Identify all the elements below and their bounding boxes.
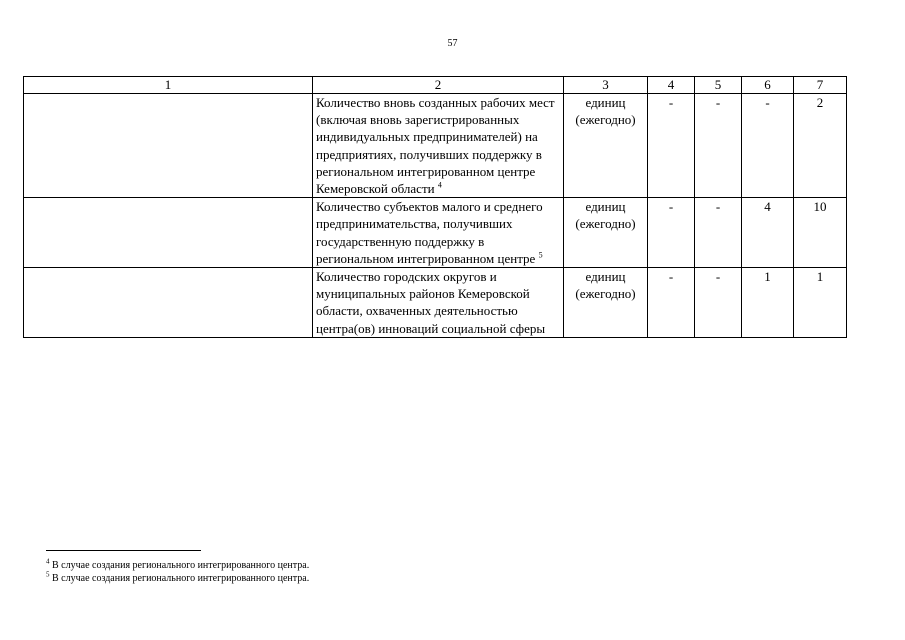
value-cell: - <box>648 94 695 198</box>
footnote-text: В случае создания регионального интегрированного центра. <box>52 573 310 584</box>
value-cell: - <box>695 268 742 338</box>
value-cell: 10 <box>794 198 847 268</box>
table-row <box>24 268 847 338</box>
footnote-text: В случае создания регионального интегрированного центра. <box>52 560 310 571</box>
footnote-ref: 4 <box>437 180 442 190</box>
indicator-cell <box>313 198 564 268</box>
row-section-cell <box>24 94 313 198</box>
unit-cell: единиц (ежегодно) <box>564 198 648 268</box>
unit-cell: единиц (ежегодно) <box>564 268 648 338</box>
row-section-cell <box>24 268 313 338</box>
footnote <box>46 572 309 585</box>
footnotes <box>46 559 309 585</box>
value-cell: - <box>742 94 794 198</box>
row-section-cell <box>24 198 313 268</box>
footnote-separator <box>46 550 201 551</box>
footnote-ref: 5 <box>538 250 543 260</box>
value-cell: 4 <box>742 198 794 268</box>
column-header: 3 <box>564 77 648 94</box>
footnote <box>46 559 309 572</box>
value-cell: - <box>695 94 742 198</box>
table-row <box>24 198 847 268</box>
column-header: 6 <box>742 77 794 94</box>
column-header: 7 <box>794 77 847 94</box>
value-cell: - <box>695 198 742 268</box>
value-cell: 1 <box>742 268 794 338</box>
indicator-text: Количество городских округов и муниципальных районов Кемеровской области, охваченных деятельностью центра(ов) инноваций социальной сферы <box>316 269 546 336</box>
table-row <box>24 94 847 198</box>
footnote-number: 5 <box>46 570 50 579</box>
column-header: 4 <box>648 77 695 94</box>
column-header: 1 <box>24 77 313 94</box>
indicator-text: Количество вновь созданных рабочих мест (включая вновь зарегистрированных индивидуальных предпринимателей) на предприятиях, получивших поддержку в региональном интегрированном центре Кемеровской области <box>316 95 555 197</box>
value-cell: - <box>648 268 695 338</box>
unit-cell: единиц (ежегодно) <box>564 94 648 198</box>
footnote-number: 4 <box>46 557 50 566</box>
indicator-cell <box>313 94 564 198</box>
value-cell: 2 <box>794 94 847 198</box>
value-cell: - <box>648 198 695 268</box>
indicators-table <box>23 76 847 338</box>
column-header: 2 <box>313 77 564 94</box>
page-number: 57 <box>447 38 458 49</box>
indicator-cell <box>313 268 564 338</box>
indicator-text: Количество субъектов малого и среднего предпринимательства, получивших государственную поддержку в региональном интегрированном центре <box>316 199 543 266</box>
table-header-row <box>24 77 847 94</box>
column-header: 5 <box>695 77 742 94</box>
value-cell: 1 <box>794 268 847 338</box>
